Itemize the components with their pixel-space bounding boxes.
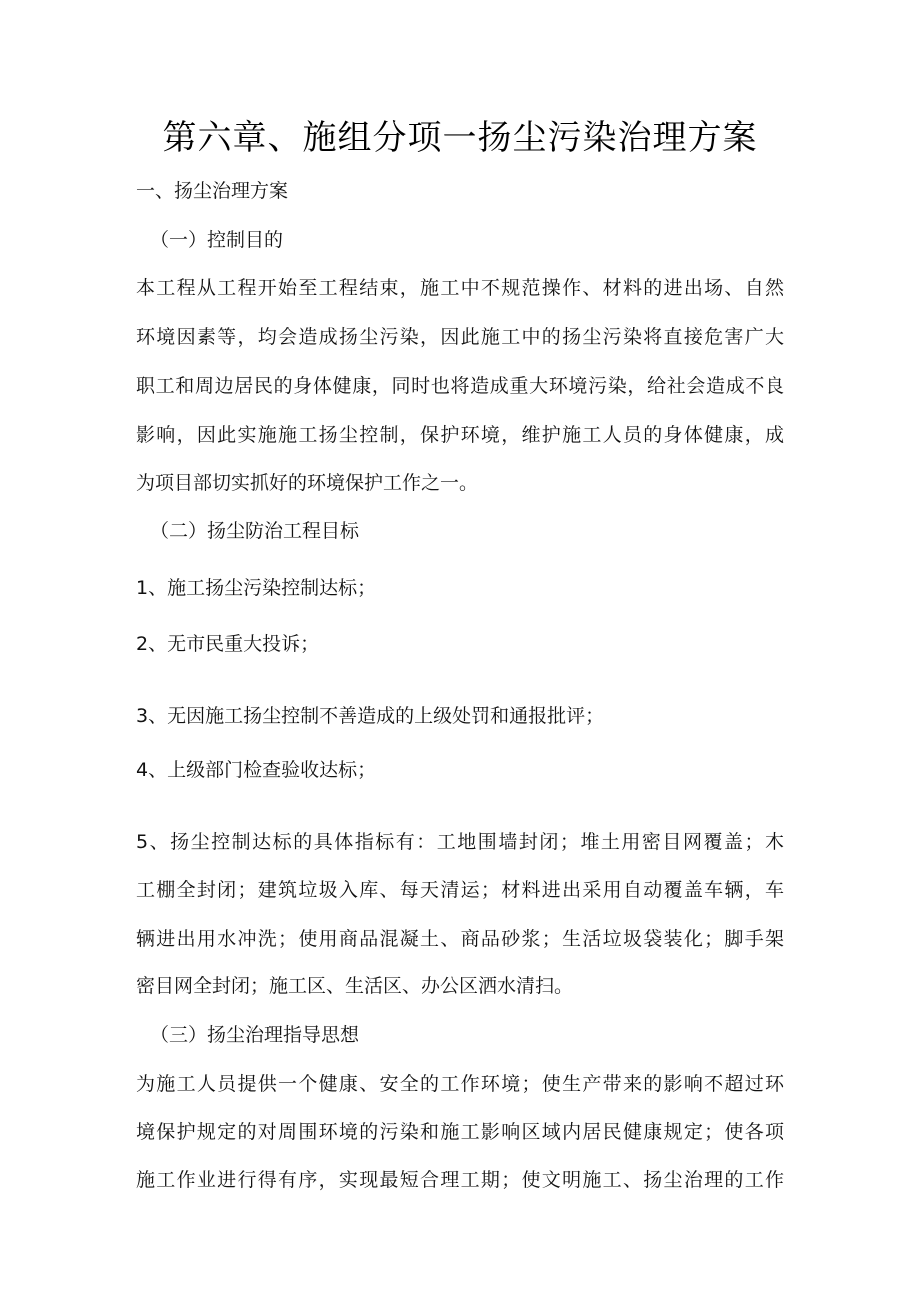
guiding-line: 境保护规定的对周围环境的污染和施工影响区域内居民健康规定；使各项 xyxy=(136,1121,784,1143)
section-heading: 一、扬尘治理方案 xyxy=(136,180,289,202)
subsection-heading-guiding: （三）扬尘治理指导思想 xyxy=(150,1024,360,1046)
purpose-line: 职工和周边居民的身体健康，同时也将造成重大环境污染，给社会造成不良 xyxy=(136,375,784,397)
target-item: 4、上级部门检查验收达标； xyxy=(136,759,377,781)
item5-line: 5、扬尘控制达标的具体指标有：工地围墙封闭；堆土用密目网覆盖；木 xyxy=(136,831,784,853)
item5-line: 工棚全封闭；建筑垃圾入库、每天清运；材料进出采用自动覆盖车辆，车 xyxy=(136,879,784,901)
subsection-heading-purpose: （一）控制目的 xyxy=(150,229,284,251)
purpose-line: 环境因素等，均会造成扬尘污染，因此施工中的扬尘污染将直接危害广大 xyxy=(136,326,784,348)
purpose-line: 影响，因此实施施工扬尘控制，保护环境，维护施工人员的身体健康，成 xyxy=(136,424,784,446)
purpose-line: 为项目部切实抓好的环境保护工作之一。 xyxy=(136,472,479,494)
guiding-line: 为施工人员提供一个健康、安全的工作环境；使生产带来的影响不超过环 xyxy=(136,1073,784,1095)
target-item: 2、无市民重大投诉； xyxy=(136,633,320,655)
item5-line: 辆进出用水冲洗；使用商品混凝土、商品砂浆；生活垃圾袋装化；脚手架 xyxy=(136,928,784,950)
purpose-line: 本工程从工程开始至工程结束，施工中不规范操作、材料的进出场、自然 xyxy=(136,277,784,299)
target-item: 1、施工扬尘污染控制达标； xyxy=(136,577,377,599)
target-item: 3、无因施工扬尘控制不善造成的上级处罚和通报批评； xyxy=(136,705,605,727)
chapter-title: 第六章、施组分项一扬尘污染治理方案 xyxy=(162,118,758,158)
item5-line: 密目网全封闭；施工区、生活区、办公区洒水清扫。 xyxy=(136,975,574,997)
subsection-heading-targets: （二）扬尘防治工程目标 xyxy=(150,520,360,542)
guiding-line: 施工作业进行得有序，实现最短合理工期；使文明施工、扬尘治理的工作 xyxy=(136,1169,784,1191)
